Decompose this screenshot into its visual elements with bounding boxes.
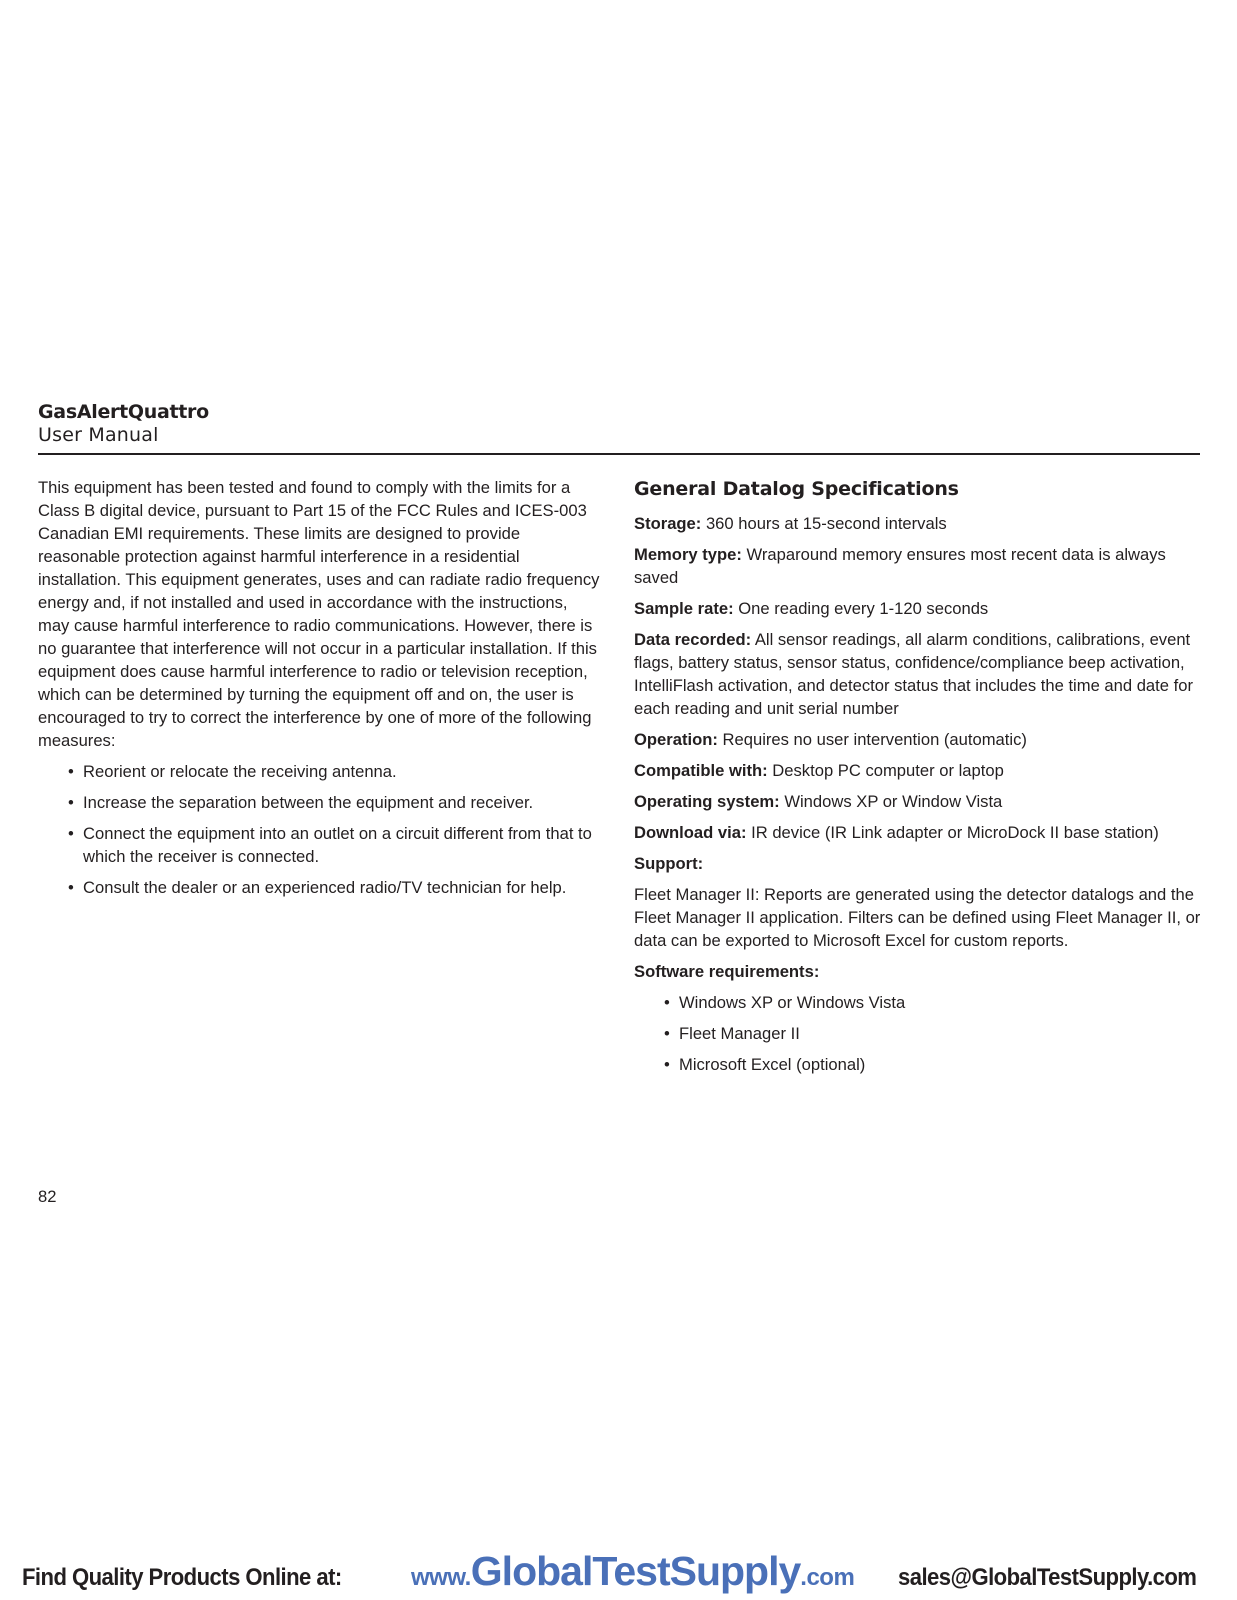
url-suffix: .com — [800, 1564, 855, 1591]
footer-tagline: Find Quality Products Online at: — [22, 1564, 342, 1591]
spec-data-recorded — [634, 628, 1204, 720]
bullet-glyph: • — [68, 824, 74, 843]
fcc-paragraph: This equipment has been tested and found to comply with the limits for a Class B digital device, pursuant to Part 15 of the FCC Rules and ICES-003 Canadian EMI requirements. These limits are designed to provide reasonable protection against harmful interference in a residential installation. This equipment generates, uses and can radiate radio frequency energy and, if not installed and used in accordance with the instructions, may cause harmful interference to radio communications. However, there is no guarantee that interference will not occur in a particular installation. If this equipment does cause harmful interference to radio or television reception, which can be determined by turning the equipment off and on, the user is encouraged to try to correct the interference by one of more of the following measures: — [38, 478, 600, 750]
bullet-glyph: • — [664, 1024, 670, 1043]
document-subtitle: User Manual — [38, 424, 159, 446]
section-title: General Datalog Specifications — [634, 478, 959, 500]
spec-storage — [634, 512, 1204, 535]
spec-value: All sensor readings, all alarm conditions, calibrations, event flags, battery status, sensor status, confidence/compliance beep activation, IntelliFlash activation, and detector status that includes the time and date for each reading and unit serial number — [634, 630, 1193, 718]
spec-value: Wraparound memory ensures most recent data is always saved — [634, 545, 1166, 587]
left-column — [38, 476, 603, 907]
spec-value: Windows XP or Window Vista — [784, 792, 1003, 811]
right-column — [634, 476, 1204, 1084]
list-item — [68, 876, 603, 899]
spec-label: Download via: — [634, 823, 747, 842]
spec-label: Storage: — [634, 514, 702, 533]
software-list — [634, 991, 1204, 1076]
footer-website-link[interactable] — [411, 1548, 854, 1595]
list-item-text: Fleet Manager II — [679, 1024, 800, 1043]
list-item — [68, 760, 603, 783]
spec-value: Desktop PC computer or laptop — [772, 761, 1004, 780]
footer-email-link[interactable]: sales@GlobalTestSupply.com — [898, 1564, 1197, 1591]
spec-value: IR device (IR Link adapter or MicroDock II base station) — [751, 823, 1159, 842]
fcc-measures-list — [38, 760, 603, 899]
bullet-glyph: • — [664, 993, 670, 1012]
list-item — [664, 1053, 1204, 1076]
list-item-text: Connect the equipment into an outlet on a circuit different from that to which the receiver is connected. — [83, 824, 592, 866]
support-text: Fleet Manager II: Reports are generated using the detector datalogs and the Fleet Manager II application. Filters can be defined using Fleet Manager II, or data can be exported to Microsoft Excel for custom reports. — [634, 885, 1201, 950]
spec-label: Operating system: — [634, 792, 780, 811]
list-item-text: Increase the separation between the equipment and receiver. — [83, 793, 534, 812]
spec-sample-rate — [634, 597, 1204, 620]
list-item-text: Microsoft Excel (optional) — [679, 1055, 866, 1074]
list-item — [68, 791, 603, 814]
support-heading — [634, 852, 1204, 875]
spec-operation — [634, 728, 1204, 751]
spec-value: One reading every 1-120 seconds — [738, 599, 989, 618]
url-prefix: www. — [411, 1564, 471, 1591]
spec-operating-system — [634, 790, 1204, 813]
bullet-glyph: • — [68, 762, 74, 781]
spec-label: Support: — [634, 854, 704, 873]
spec-label: Memory type: — [634, 545, 742, 564]
spec-label: Software requirements: — [634, 962, 820, 981]
list-item — [68, 822, 603, 868]
list-item — [664, 1022, 1204, 1045]
header-rule — [38, 453, 1200, 455]
spec-value: 360 hours at 15-second intervals — [705, 514, 947, 533]
bullet-glyph: • — [68, 878, 74, 897]
spec-download-via — [634, 821, 1204, 844]
list-item-text: Consult the dealer or an experienced radio/TV technician for help. — [83, 878, 567, 897]
document-title: GasAlertQuattro — [38, 401, 209, 423]
spec-label: Compatible with: — [634, 761, 768, 780]
list-item-text: Windows XP or Windows Vista — [679, 993, 906, 1012]
spec-compatible-with — [634, 759, 1204, 782]
bullet-glyph: • — [68, 793, 74, 812]
bullet-glyph: • — [664, 1055, 670, 1074]
url-main: GlobalTestSupply — [470, 1548, 801, 1594]
software-heading — [634, 960, 1204, 983]
spec-label: Operation: — [634, 730, 718, 749]
footer-banner — [0, 1548, 1237, 1600]
spec-memory-type — [634, 543, 1204, 589]
list-item — [664, 991, 1204, 1014]
list-item-text: Reorient or relocate the receiving antenna. — [83, 762, 397, 781]
spec-label: Data recorded: — [634, 630, 752, 649]
document-header — [38, 400, 1200, 446]
spec-value: Requires no user intervention (automatic) — [722, 730, 1027, 749]
spec-label: Sample rate: — [634, 599, 734, 618]
page-number: 82 — [38, 1187, 57, 1206]
